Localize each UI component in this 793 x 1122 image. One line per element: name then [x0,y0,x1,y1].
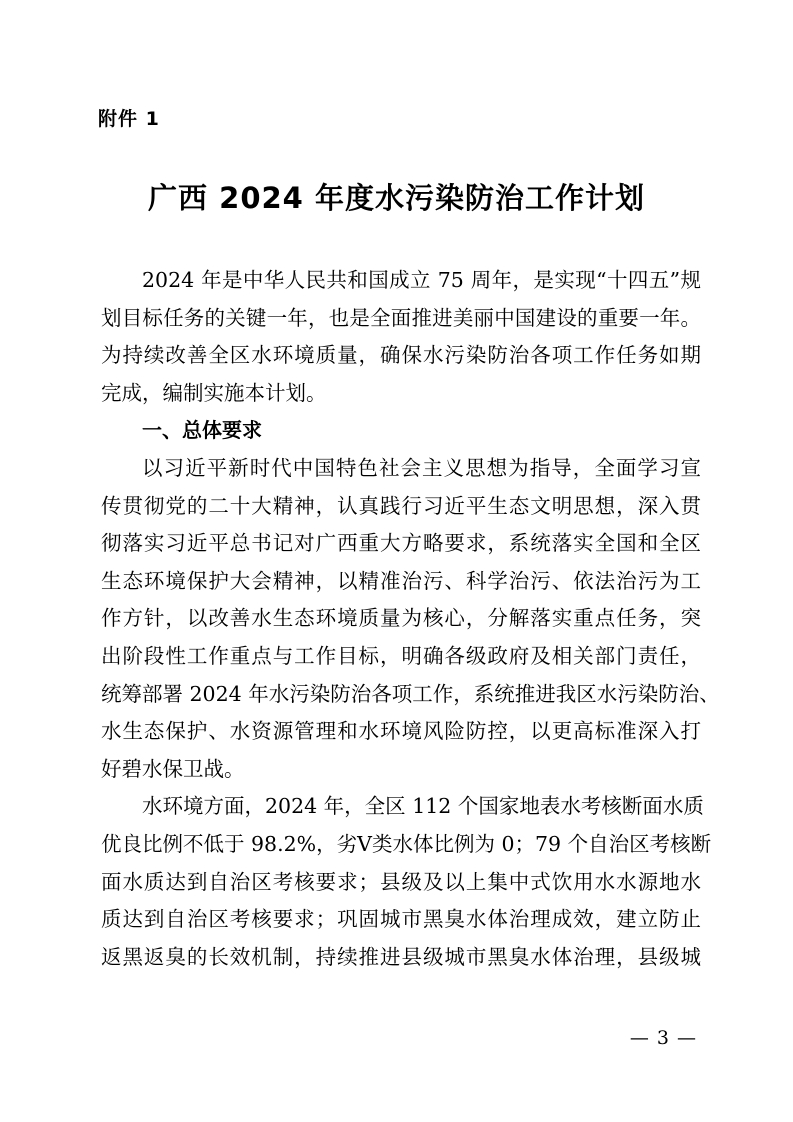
requirement-line: 彻落实习近平总书记对广西重大方略要求，系统落实全国和全区 [101,531,701,556]
requirement-line: 传贯彻党的二十大精神，认真践行习近平生态文明思想，深入贯 [101,493,701,518]
requirement-line: 统筹部署 2024 年水污染防治各项工作，系统推进我区水污染防治、 [101,681,720,706]
requirement-line: 出阶段性工作重点与工作目标，明确各级政府及相关部门责任， [101,643,701,668]
requirement-line: 以习近平新时代中国特色社会主义思想为指导，全面学习宣 [142,455,701,480]
document-body [101,262,720,976]
requirement-paragraph [101,450,720,788]
requirement-line: 好碧水保卫战。 [101,756,245,781]
water-env-line: 返黑返臭的长效机制，持续推进县级城市黑臭水体治理，县级城 [101,944,701,969]
intro-line: 完成，编制实施本计划。 [101,380,327,405]
attachment-label: 附件 1 [98,108,160,130]
section-heading: 一、总体要求 [142,418,262,443]
intro-line: 2024 年是中华人民共和国成立 75 周年，是实现“十四五”规 [142,268,701,292]
requirement-line: 作方针，以改善水生态环境质量为核心，分解落实重点任务，突 [101,606,701,631]
intro-line: 划目标任务的关键一年，也是全面推进美丽中国建设的重要一年。 [101,305,701,330]
water-env-line: 优良比例不低于 98.2%，劣Ⅴ类水体比例为 0；79 个自治区考核断 [101,831,712,856]
document-title: 广西 2024 年度水污染防治工作计划 [148,181,645,215]
water-env-line: 质达到自治区考核要求；巩固城市黑臭水体治理成效，建立防止 [101,907,701,932]
water-environment-paragraph [101,788,712,976]
intro-paragraph [101,262,701,412]
water-env-line: 水环境方面，2024 年，全区 112 个国家地表水考核断面水质 [142,794,704,819]
requirement-line: 生态环境保护大会精神，以精准治污、科学治污、依法治污为工 [101,568,701,593]
water-env-line: 面水质达到自治区考核要求；县级及以上集中式饮用水水源地水 [101,869,701,894]
requirement-line: 水生态保护、水资源管理和水环境风险防控，以更高标准深入打 [101,719,701,744]
intro-line: 为持续改善全区水环境质量，确保水污染防治各项工作任务如期 [101,343,701,368]
page-number: — 3 — [629,1027,697,1049]
